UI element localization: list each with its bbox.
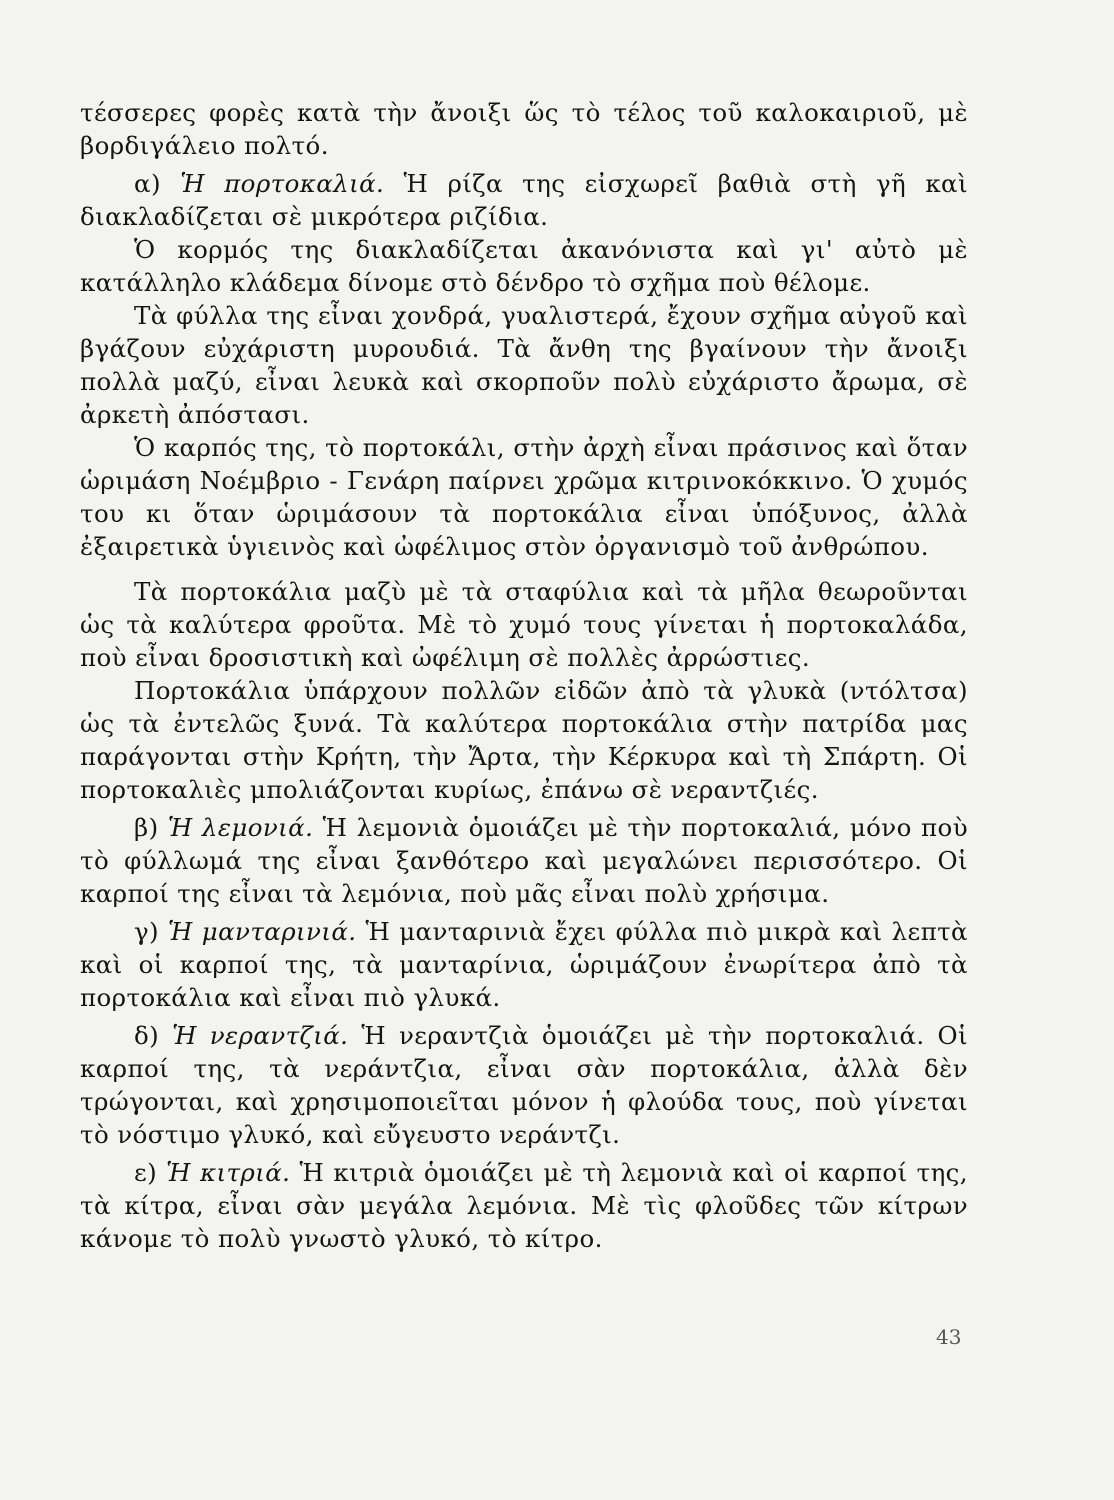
section-heading-mandarin-tree: Ἡ μανταρινιά.: [168, 917, 357, 946]
page-body: [80, 96, 968, 1255]
paragraph-text: Τὰ φύλλα της εἶναι χονδρά, γυαλιστερά, ἔχουν σχῆμα αὐγοῦ καὶ βγάζουν εὐχάριστη μυρουδιά. Τὰ ἄνθη της βγαίνουν τὴν ἄνοιξι πολλὰ μαζύ, εἶναι λευκὰ καὶ σκορποῦν πολὺ εὐχάριστο ἄρωμα, σὲ ἀρκετὴ ἀπόστασι.: [80, 301, 968, 429]
paragraph-lead: β): [134, 813, 168, 842]
paragraph-orange-tree: [80, 167, 968, 233]
section-heading-lemon-tree: Ἡ λεμονιά.: [167, 813, 314, 842]
paragraph-lead: γ): [134, 917, 169, 946]
paragraph-lead: ε): [134, 1158, 167, 1187]
paragraph-leaves: [80, 299, 968, 431]
paragraph-text: Πορτοκάλια ὑπάρχουν πολλῶν εἰδῶν ἀπὸ τὰ γλυκὰ (ντόλτσα) ὡς τὰ ἐντελῶς ξυνά. Τὰ καλύτερα πορτοκάλια στὴν πατρίδα μας παράγονται στὴν Κρήτη, τὴν Ἄρτα, τὴν Κέρκυρα καὶ τὴ Σπάρτη. Οἱ πορτοκαλιὲς μπολιάζονται κυρίως, ἐπάνω σὲ νεραντζιές.: [80, 676, 968, 804]
paragraph-best-fruits: [80, 575, 968, 674]
paragraph-text: Τὰ πορτοκάλια μαζὺ μὲ τὰ σταφύλια καὶ τὰ μῆλα θεωροῦνται ὡς τὰ καλύτερα φροῦτα. Μὲ τὸ χυμό τους γίνεται ἡ πορτοκαλάδα, ποὺ εἶναι δροσιστικὴ καὶ ὠφέλιμη σὲ πολλὲς ἀρρώστιες.: [80, 577, 968, 672]
section-heading-orange-tree: Ἡ πορτοκαλιά.: [180, 169, 385, 198]
paragraph-bitter-orange-tree: [80, 1019, 968, 1151]
section-heading-citron-tree: Ἡ κιτριά.: [166, 1158, 291, 1187]
paragraph-text: Ἡ λεμονιὰ ὁμοιάζει μὲ τὴν πορτοκαλιά, μόνο ποὺ τὸ φύλλωμά της εἶναι ξανθότερο καὶ μεγαλώνει περισσότερο. Οἱ καρποί της εἶναι τὰ λεμόνια, ποὺ μᾶς εἶναι πολὺ χρήσιμα.: [80, 813, 968, 908]
paragraph-text: Ὁ καρπός της, τὸ πορτοκάλι, στὴν ἀρχὴ εἶναι πράσινος καὶ ὅταν ὡριμάση Νοέμβριο - Γενάρη παίρνει χρῶμα κιτρινοκόκκινο. Ὁ χυμός του κι ὅταν ὡριμάσουν τὰ πορτοκάλια εἶναι ὑπόξυνος, ἀλλὰ ἐξαιρετικὰ ὑγιεινὸς καὶ ὠφέλιμος στὸν ὀργανισμὸ τοῦ ἀνθρώπου.: [80, 433, 968, 561]
section-heading-bitter-orange-tree: Ἡ νεραντζιά.: [172, 1021, 349, 1050]
paragraph-varieties: [80, 674, 968, 806]
paragraph-trunk: [80, 233, 968, 299]
page-number: 43: [936, 1325, 962, 1349]
paragraph-text: Ἡ νεραντζιὰ ὁμοιάζει μὲ τὴν πορτοκαλιά. Οἱ καρποί της, τὰ νεράντζια, εἶναι σὰν πορτοκάλια, ἀλλὰ δὲν τρώγονται, καὶ χρησιμοποιεῖται μόνον ἡ φλούδα τους, ποὺ γίνεται τὸ νόστιμο γλυκό, καὶ εὔγευστο νεράντζι.: [80, 1021, 969, 1149]
paragraph-text: τέσσερες φορὲς κατὰ τὴν ἄνοιξι ὥς τὸ τέλος τοῦ καλοκαιριοῦ, μὲ βορδιγάλειο πολτό.: [80, 98, 968, 160]
paragraph-lemon-tree: [80, 811, 968, 910]
paragraph-text: Ἡ κιτριὰ ὁμοιάζει μὲ τὴ λεμονιὰ καὶ οἱ καρποί της, τὰ κίτρα, εἶναι σὰν μεγάλα λεμόνια. Μὲ τὶς φλοῦδες τῶν κίτρων κάνομε τὸ πολὺ γνωστὸ γλυκό, τὸ κίτρο.: [80, 1158, 968, 1253]
paragraph-continuation: [80, 96, 968, 162]
paragraph-text: Ἡ ρίζα της εἰσχωρεῖ βαθιὰ στὴ γῆ καὶ διακλαδίζεται σὲ μικρότερα ριζίδια.: [80, 169, 969, 231]
paragraph-citron-tree: [80, 1156, 968, 1255]
paragraph-lead: α): [134, 169, 181, 198]
paragraph-mandarin-tree: [80, 915, 968, 1014]
paragraph-lead: δ): [134, 1021, 173, 1050]
paragraph-text: Ἡ μανταρινιὰ ἔχει φύλλα πιὸ μικρὰ καὶ λεπτὰ καὶ οἱ καρποί της, τὰ μανταρίνια, ὡριμάζουν ἐνωρίτερα ἀπὸ τὰ πορτοκάλια καὶ εἶναι πιὸ γλυκά.: [80, 917, 968, 1012]
paragraph-fruit: [80, 431, 968, 563]
paragraph-text: Ὁ κορμός της διακλαδίζεται ἀκανόνιστα καὶ γι' αὐτὸ μὲ κατάλληλο κλάδεμα δίνομε στὸ δένδρο τὸ σχῆμα ποὺ θέλομε.: [80, 235, 968, 297]
